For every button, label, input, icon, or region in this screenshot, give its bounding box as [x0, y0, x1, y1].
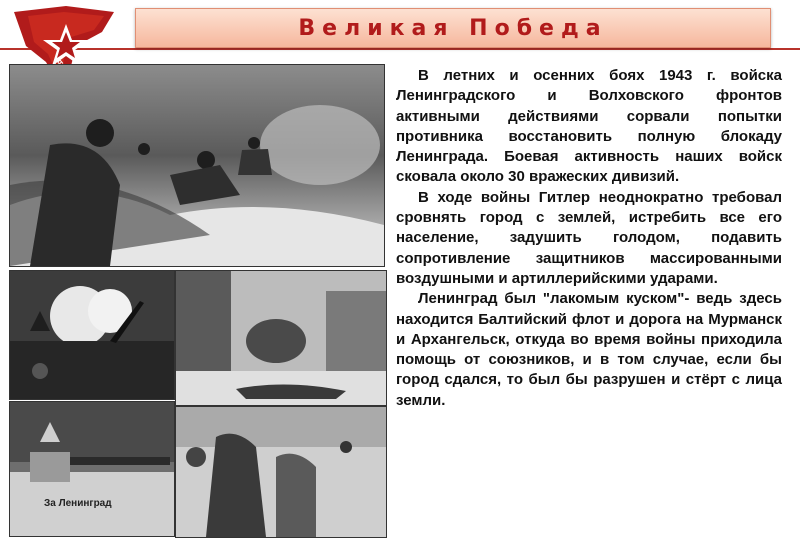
anti-aircraft-guns-photo [9, 270, 175, 400]
tank-photo [9, 401, 175, 537]
page-title: Великая Победа [298, 15, 608, 41]
paragraph-3: Ленинград был "лакомым куском"- ведь здесь находится Балтийский флот и дорога на Мурманск и Архангельск, откуда во время войны приходила помощь от союзников, и в том случае, если бы город сдался, то был бы разрушен и стёрт с лица земли. [396, 290, 782, 409]
soldiers-in-snow-photo [9, 64, 385, 267]
bombed-street-photo [175, 270, 387, 406]
refugees-photo [175, 406, 387, 538]
tank-caption: За Ленинград [44, 498, 112, 509]
article-text [396, 66, 782, 411]
paragraph-2: В ходе войны Гитлер неоднократно требовал сровнять город с землей, истребить все его население, задушить голодом, подавить сопротивление защитников массированными воздушными и артиллерийскими ударами. [396, 188, 782, 287]
paragraph-1: В летних и осенних боях 1943 г. войска Ленинградского и Волховского фронтов активными действиями сорвали попытки противника восстановить полную блокаду Ленинграда. Боевая активность наших войск сковала около 30 вражеских дивизий. [396, 67, 782, 186]
header-banner [135, 8, 771, 48]
